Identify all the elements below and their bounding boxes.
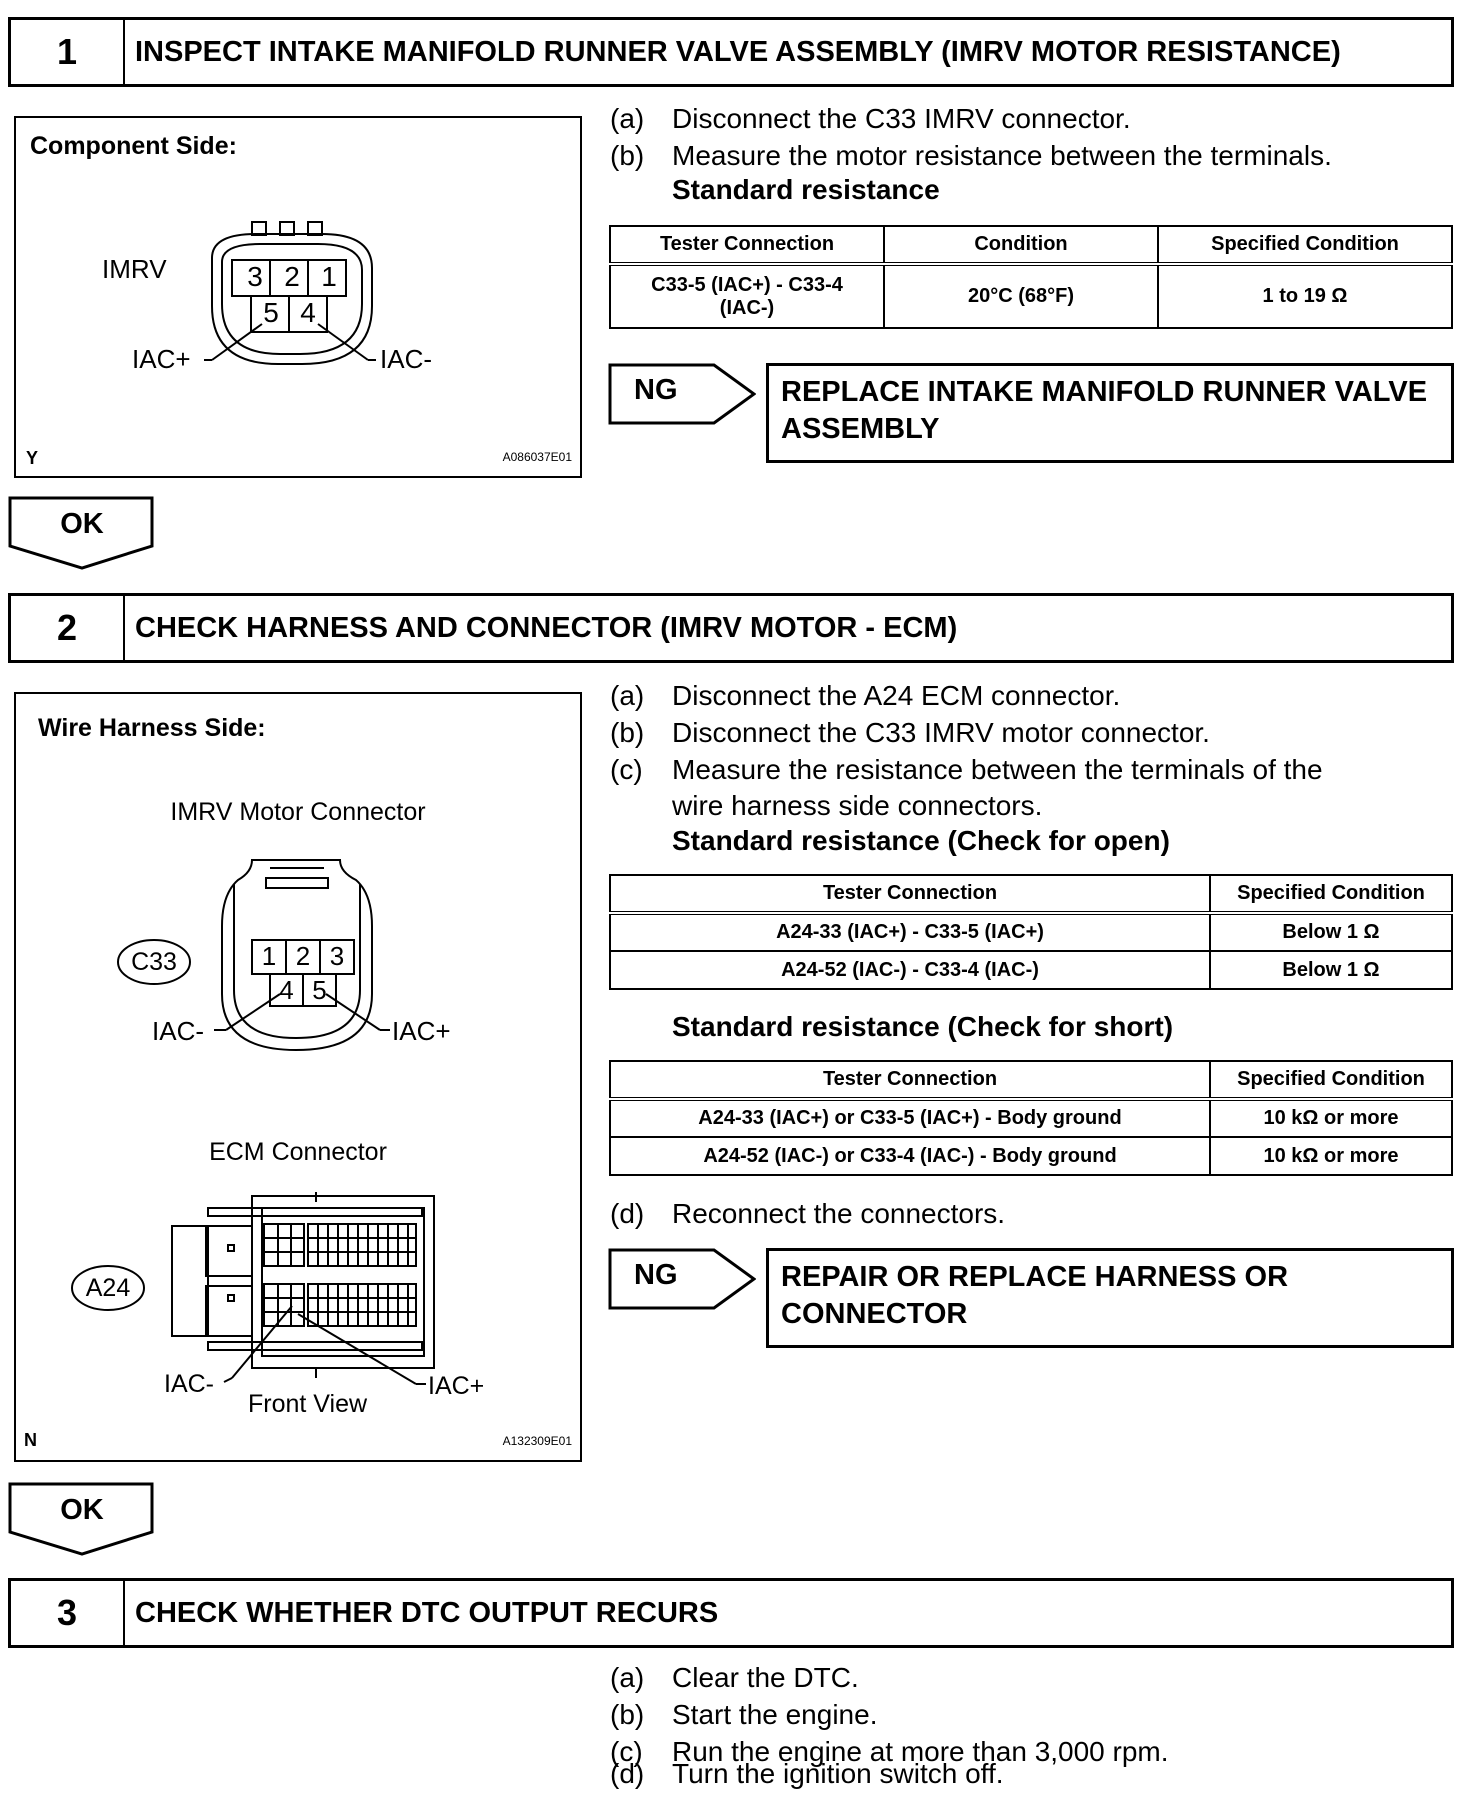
motor-iac-minus-label: IAC-	[152, 1016, 204, 1046]
front-view-caption: Front View	[248, 1390, 368, 1418]
ng-action-box: REPAIR OR REPLACE HARNESS OR CONNECTOR	[766, 1248, 1454, 1348]
figure-corner-letter: N	[24, 1430, 37, 1450]
c33-label: C33	[131, 948, 177, 976]
ok-label: OK	[60, 508, 104, 540]
table-cell: Below 1 Ω	[1210, 951, 1452, 989]
step-1-header	[8, 17, 1454, 87]
instruction: (a) Disconnect the A24 ECM connector.	[610, 680, 1121, 711]
instruction: (b) Measure the motor resistance between the terminals.	[610, 140, 1332, 171]
instruction: (c) Run the engine at more than 3,000 rpm.	[610, 1736, 1169, 1767]
ecm-iac-plus-label: IAC+	[428, 1372, 485, 1400]
spec-open-title: Standard resistance (Check for open)	[672, 825, 1170, 856]
figure-code: A132309E01	[502, 1434, 572, 1448]
harness-diagram	[16, 694, 580, 1460]
table-header: Tester Connection	[610, 226, 884, 264]
figure-label: Wire Harness Side:	[38, 714, 266, 742]
ecm-iac-minus-label: IAC-	[164, 1370, 214, 1398]
ok-label: OK	[60, 1494, 104, 1526]
figure-label: Component Side:	[30, 132, 237, 160]
table-cell: 10 kΩ or more	[1210, 1137, 1452, 1175]
ecm-caption: ECM Connector	[209, 1138, 387, 1166]
motor-pin-1: 1	[261, 941, 277, 971]
iac-minus-label: IAC-	[380, 344, 432, 374]
table-header: Specified Condition	[1158, 226, 1452, 264]
instruction: (b) Start the engine.	[610, 1699, 878, 1730]
table-header: Condition	[884, 226, 1158, 264]
step-2-header	[8, 593, 1454, 663]
a24-label: A24	[85, 1274, 131, 1302]
table-cell: A24-33 (IAC+) or C33-5 (IAC+) - Body ground	[610, 1099, 1210, 1137]
instruction: (b) Disconnect the C33 IMRV motor connector.	[610, 717, 1210, 748]
instruction: (d) Turn the ignition switch off.	[610, 1758, 1004, 1789]
motor-iac-plus-label: IAC+	[392, 1016, 451, 1046]
short-check-table	[609, 1060, 1453, 1176]
iac-plus-label: IAC+	[132, 344, 191, 374]
table-cell: C33-5 (IAC+) - C33-4 (IAC-)	[610, 264, 884, 328]
instruction: (a) Clear the DTC.	[610, 1662, 859, 1693]
table-header: Specified Condition	[1210, 875, 1452, 913]
resistance-table	[609, 225, 1453, 329]
ng-action-box: REPLACE INTAKE MANIFOLD RUNNER VALVE ASSEMBLY	[766, 363, 1454, 463]
wire-harness-figure	[14, 692, 582, 1462]
open-check-table	[609, 874, 1453, 990]
pin-1: 1	[321, 261, 337, 292]
step-number: 3	[11, 1581, 125, 1645]
pin-4: 4	[300, 297, 316, 328]
spec-short-title: Standard resistance (Check for short)	[672, 1011, 1174, 1042]
step-3-header	[8, 1578, 1454, 1648]
motor-pin-3: 3	[329, 941, 345, 971]
table-header: Tester Connection	[610, 875, 1210, 913]
table-header: Tester Connection	[610, 1061, 1210, 1099]
table-cell: A24-52 (IAC-) - C33-4 (IAC-)	[610, 951, 1210, 989]
instruction: (d) Reconnect the connectors.	[610, 1198, 1006, 1229]
ng-label: NG	[634, 374, 678, 406]
spec-title: Standard resistance	[672, 174, 940, 205]
table-cell: 20°C (68°F)	[884, 264, 1158, 328]
step-title: CHECK HARNESS AND CONNECTOR (IMRV MOTOR - ECM)	[135, 611, 958, 644]
pin-5: 5	[263, 297, 279, 328]
figure-code: A086037E01	[502, 450, 572, 464]
pin-2: 2	[284, 261, 300, 292]
step-title: INSPECT INTAKE MANIFOLD RUNNER VALVE ASSEMBLY (IMRV MOTOR RESISTANCE)	[135, 35, 1341, 68]
motor-pin-4: 4	[279, 975, 294, 1005]
table-cell: A24-33 (IAC+) - C33-5 (IAC+)	[610, 913, 1210, 951]
imrv-motor-caption: IMRV Motor Connector	[170, 798, 426, 826]
ng-arrow	[608, 1248, 756, 1310]
instruction: (a) Disconnect the C33 IMRV connector.	[610, 103, 1131, 134]
imrv-label: IMRV	[102, 254, 167, 284]
ng-arrow	[608, 363, 756, 425]
pin-3: 3	[247, 261, 263, 292]
table-header: Specified Condition	[1210, 1061, 1452, 1099]
component-side-figure	[14, 116, 582, 478]
table-cell: A24-52 (IAC-) or C33-4 (IAC-) - Body ground	[610, 1137, 1210, 1175]
instruction: wire harness side connectors.	[672, 790, 1043, 821]
step-title: CHECK WHETHER DTC OUTPUT RECURS	[135, 1596, 719, 1629]
instruction: (c) Measure the resistance between the terminals of the	[610, 754, 1323, 785]
motor-pin-2: 2	[295, 941, 311, 971]
motor-pin-5: 5	[312, 975, 327, 1005]
table-cell: 10 kΩ or more	[1210, 1099, 1452, 1137]
step-number: 2	[11, 596, 125, 660]
step-number: 1	[11, 20, 125, 84]
table-cell: 1 to 19 Ω	[1158, 264, 1452, 328]
table-cell: Below 1 Ω	[1210, 913, 1452, 951]
ng-label: NG	[634, 1259, 678, 1291]
figure-corner-letter: Y	[26, 448, 39, 468]
